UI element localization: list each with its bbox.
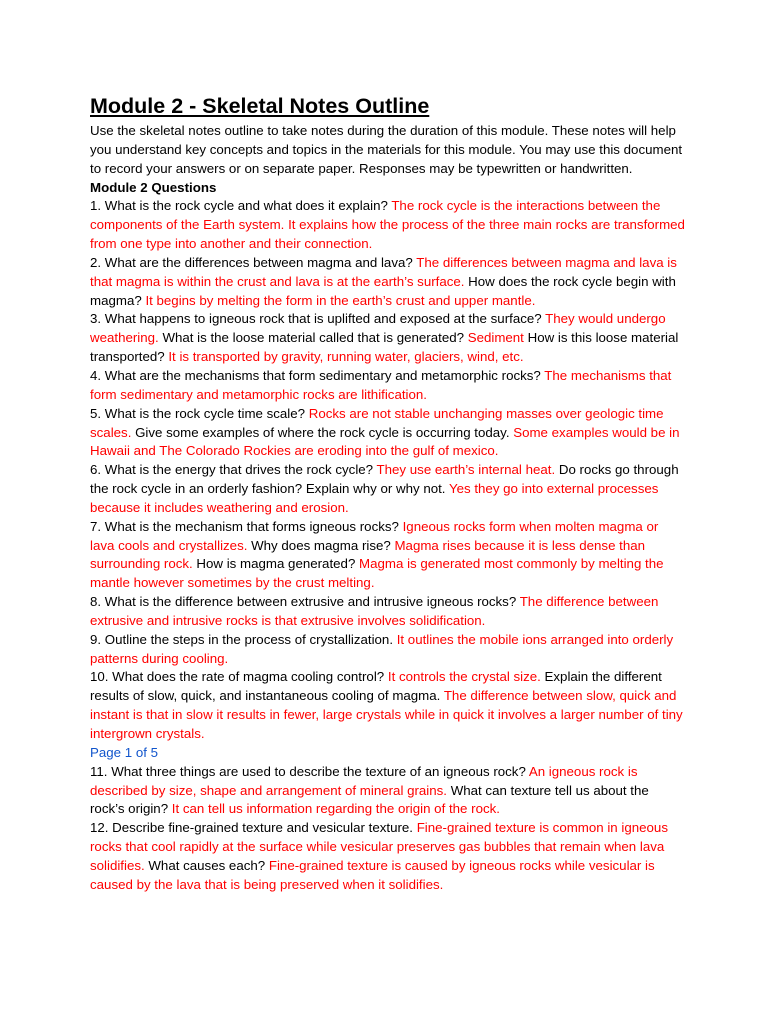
question-item [90, 518, 686, 593]
answer-text: The differences between magma and lava is that magma is within the crust and lava is at the earth’s surface. [90, 254, 677, 289]
answer-text: The difference between extrusive and intrusive rocks is that extrusive involves solidification. [90, 594, 659, 628]
answer-text: Rocks are not stable unchanging masses over geologic time scales. [90, 405, 664, 440]
question-item [90, 405, 686, 462]
question-text: How is this loose material transported? [90, 330, 679, 365]
question-text: 2. What are the differences between magma and lava? [90, 254, 417, 270]
question-text: What can texture tell us about the rock’s origin? [90, 782, 649, 817]
question-text: 3. What happens to igneous rock that is uplifted and exposed at the surface? [90, 311, 546, 327]
question-text: What is the loose material called that is generated? [158, 330, 468, 346]
document-title: Module 2 - Skeletal Notes Outline [90, 94, 430, 118]
question-text: How does the rock cycle begin with magma? [90, 273, 676, 308]
question-list [90, 197, 686, 743]
question-text: 5. What is the rock cycle time scale? [90, 405, 309, 421]
question-text: 1. What is the rock cycle and what does it explain? [90, 198, 392, 214]
question-item [90, 668, 686, 743]
answer-text: Fine-grained texture is caused by igneous rocks while vesicular is caused by the lava that is being preserved when it solidifies. [90, 857, 655, 892]
answer-text: It outlines the mobile ions arranged into orderly patterns during cooling. [90, 631, 674, 666]
question-item [90, 593, 686, 631]
answer-text: They would undergo weathering. [90, 311, 666, 346]
question-list-continued [90, 763, 686, 895]
question-text: Do rocks go through the rock cycle in an orderly fashion? Explain why or why not. [90, 462, 679, 497]
question-text: Why does magma rise? [247, 537, 395, 553]
question-text: 4. What are the mechanisms that form sedimentary and metamorphic rocks? [90, 367, 545, 383]
question-text: 8. What is the difference between extrusive and intrusive igneous rocks? [90, 594, 520, 610]
question-item [90, 367, 686, 405]
question-text: 12. Describe fine-grained texture and vesicular texture. [90, 820, 417, 836]
answer-text: The difference between slow, quick and instant is that in slow it results in fewer, large crystals while in quick it involves a larger number of tiny intergrown crystals. [90, 688, 683, 741]
answer-text: They use earth’s internal heat. [376, 462, 556, 478]
answer-text: The rock cycle is the interactions between the components of the Earth system. It explains how the process of the three main rocks are transformed from one type into another and their connection. [90, 198, 685, 252]
answer-text: Fine-grained texture is common in igneous rocks that cool rapidly at the surface while vesicular preserves gas bubbles that remain when lava solidifies. [90, 820, 668, 873]
answer-text: Some examples would be in Hawaii and The Colorado Rockies are eroding into the gulf of mexico. [90, 424, 680, 459]
answer-text: It begins by melting the form in the earth’s crust and upper mantle. [145, 292, 536, 308]
question-text: How is magma generated? [192, 556, 360, 572]
answer-text: Igneous rocks form when molten magma or lava cools and crystallizes. [90, 518, 659, 553]
question-text: Give some examples of where the rock cycle is occurring today. [131, 424, 514, 440]
question-text: 6. What is the energy that drives the rock cycle? [90, 462, 377, 478]
answer-text: Magma rises because it is less dense than surrounding rock. [90, 537, 646, 572]
answer-text: Magma is generated most commonly by melting the mantle however sometimes by the crust melting. [90, 556, 664, 591]
question-item [90, 819, 686, 894]
question-text: Explain the different results of slow, quick, and instantaneous cooling of magma. [90, 669, 662, 704]
question-text: 11. What three things are used to describe the texture of an igneous rock? [90, 763, 529, 779]
question-text: 7. What is the mechanism that forms igneous rocks? [90, 518, 403, 534]
page-marker: Page 1 of 5 [90, 744, 159, 760]
question-text: What causes each? [144, 857, 269, 873]
question-text: 9. Outline the steps in the process of crystallization. [90, 631, 397, 647]
answer-text: It can tell us information regarding the origin of the rock. [171, 801, 500, 817]
document-page [90, 92, 686, 895]
question-item [90, 310, 686, 367]
question-item [90, 197, 686, 254]
answer-text: Yes they go into external processes because it includes weathering and erosion. [90, 481, 659, 515]
intro-paragraph: Use the skeletal notes outline to take notes during the duration of this module. These notes will help you understand key concepts and topics in the materials for this module. You may use this document to record your answers or on separate paper. Responses may be typewritten or handwritten. [90, 123, 683, 176]
answer-text: It is transported by gravity, running water, glaciers, wind, etc. [168, 349, 524, 365]
question-text: 10. What does the rate of magma cooling control? [90, 669, 388, 685]
answer-text: Sediment [467, 330, 524, 346]
answer-text: The mechanisms that form sedimentary and metamorphic rocks are lithification. [90, 367, 672, 402]
answer-text: An igneous rock is described by size, shape and arrangement of mineral grains. [90, 763, 638, 798]
question-item [90, 763, 686, 820]
section-heading: Module 2 Questions [90, 179, 217, 195]
question-item [90, 631, 686, 669]
answer-text: It controls the crystal size. [387, 669, 541, 685]
question-item [90, 254, 686, 311]
question-item [90, 461, 686, 518]
